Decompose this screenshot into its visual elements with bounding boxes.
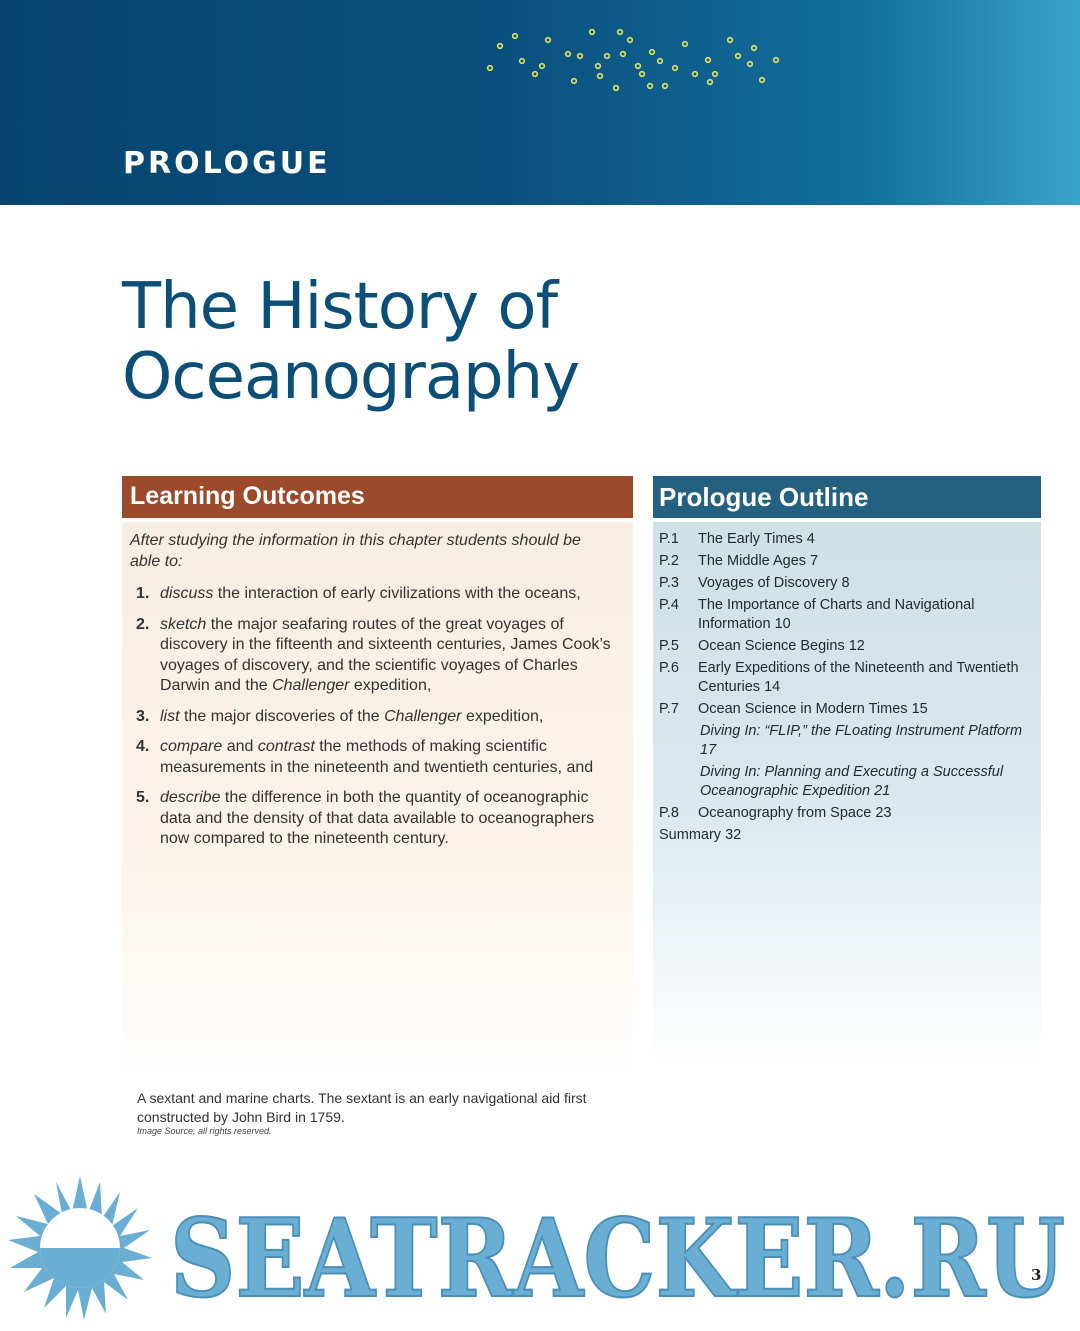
item-text-end: expedition, <box>349 677 432 694</box>
chapter-title-line-2: Oceanography <box>122 340 580 414</box>
outline-item <box>659 659 1031 697</box>
section-label: PROLOGUE <box>123 146 331 181</box>
prologue-outline-panel <box>653 476 1041 1066</box>
outline-title: The Importance of Charts and Navigational Information 10 <box>698 597 975 632</box>
outline-item <box>659 637 1031 656</box>
outline-number: P.2 <box>659 553 679 569</box>
outline-title: Ocean Science in Modern Times 15 <box>698 701 928 717</box>
item-italic: Challenger <box>272 677 350 694</box>
outline-subitem <box>659 722 1031 760</box>
outline-title: Oceanography from Space 23 <box>698 805 892 821</box>
outline-number: P.3 <box>659 575 679 591</box>
item-verb: compare <box>160 738 223 755</box>
item-text: the major discoveries of the <box>179 707 385 725</box>
item-text: the difference in both the quantity of oceanographic data and the density of that data available to oceanographers now compared to the nineteenth century. <box>160 789 595 847</box>
chapter-title-line-1: The History of <box>122 270 558 344</box>
sun-icon <box>8 1176 152 1320</box>
outline-item <box>659 700 1031 719</box>
prologue-outline-heading: Prologue Outline <box>653 476 1041 522</box>
item-number: 5. <box>136 789 150 806</box>
list-item <box>136 788 619 850</box>
item-conjunction: and <box>222 738 258 755</box>
list-item <box>136 584 619 605</box>
outline-number: P.4 <box>659 597 679 613</box>
item-verb: sketch <box>160 615 207 633</box>
list-item <box>136 707 619 728</box>
outline-list <box>659 530 1031 845</box>
photo-caption: A sextant and marine charts. The sextant is an early navigational aid first constructed by John Bird in 1759. <box>137 1090 587 1125</box>
learning-outcomes-list <box>136 584 619 850</box>
photo-credit: Image Source, all rights reserved. <box>137 1126 272 1136</box>
outline-title: Voyages of Discovery 8 <box>698 575 850 591</box>
outline-number: P.5 <box>659 638 679 654</box>
outline-number: P.7 <box>659 701 679 717</box>
watermark-text: SEATRACKER.RU <box>170 1196 1065 1322</box>
item-verb: discuss <box>160 585 214 602</box>
item-number: 2. <box>136 615 150 633</box>
learning-outcomes-panel <box>122 476 633 1080</box>
outline-number: P.6 <box>659 660 679 676</box>
item-verb: list <box>160 707 180 725</box>
item-verb-2: contrast <box>257 738 315 755</box>
outline-item <box>659 552 1031 571</box>
outline-item <box>659 530 1031 549</box>
page-number: 3 <box>1031 1266 1042 1284</box>
outline-title: Early Expeditions of the Nineteenth and Twentieth Centuries 14 <box>698 660 1019 695</box>
item-text: the methods of making scientific measurements in the nineteenth and twentieth centuries, and <box>160 738 594 776</box>
item-verb: describe <box>160 789 221 806</box>
outline-item <box>659 596 1031 634</box>
outline-subitem-title: Diving In: “FLIP,” the FLoating Instrument Platform 17 <box>700 723 1023 758</box>
outline-title: Ocean Science Begins 12 <box>698 638 865 654</box>
watermark <box>0 1168 1080 1331</box>
outline-item <box>659 574 1031 593</box>
item-number: 3. <box>136 707 150 725</box>
item-number: 4. <box>136 738 150 755</box>
learning-outcomes-intro: After studying the information in this chapter students should be able to: <box>130 532 581 570</box>
outline-item <box>659 804 1031 823</box>
item-italic: Challenger <box>384 707 462 725</box>
outline-summary: Summary 32 <box>659 827 742 843</box>
outline-subitem <box>659 763 1031 801</box>
item-number: 1. <box>136 585 150 602</box>
chapter-title <box>122 272 579 412</box>
outline-title: The Early Times 4 <box>698 531 815 547</box>
list-item <box>136 615 619 697</box>
decorative-dots <box>480 26 780 96</box>
list-item <box>136 737 619 778</box>
outline-number: P.1 <box>659 531 679 547</box>
item-text: the interaction of early civilizations with the oceans, <box>213 585 581 602</box>
item-text: the major seafaring routes of the great voyages of discovery in the fifteenth and sixteenth centuries, James Cook’s voyages of discovery, and the scientific voyages of Charles Darwin and the <box>160 615 611 694</box>
outline-subitem-title: Diving In: Planning and Executing a Successful Oceanographic Expedition 21 <box>700 764 1004 799</box>
learning-outcomes-heading: Learning Outcomes <box>122 476 633 522</box>
header-banner <box>0 0 1080 205</box>
outline-title: The Middle Ages 7 <box>698 553 819 569</box>
outline-number: P.8 <box>659 805 679 821</box>
item-text-end: expedition, <box>461 707 544 725</box>
